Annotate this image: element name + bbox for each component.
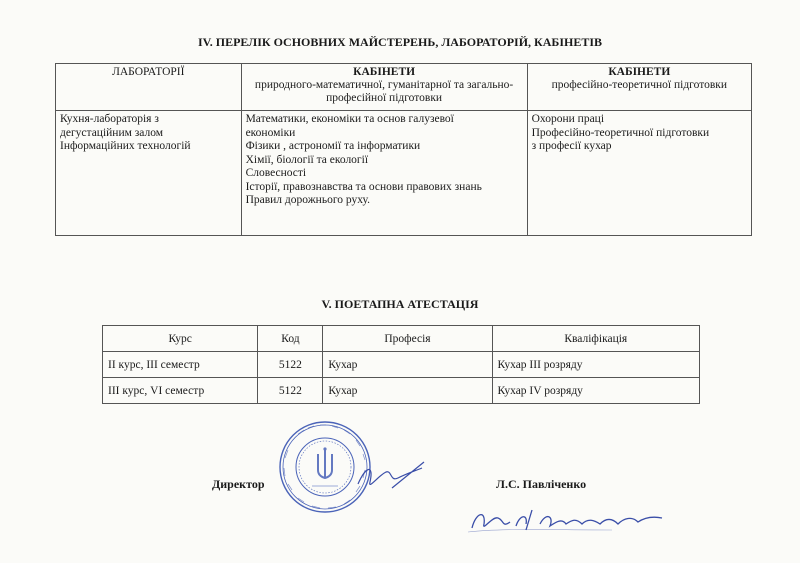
- list-item: з професії кухар: [531, 140, 612, 152]
- section-5-title: V. ПОЕТАПНА АТЕСТАЦІЯ: [321, 297, 479, 311]
- director-signature: [352, 458, 432, 498]
- director-label: Директор: [212, 477, 265, 491]
- labs-header: [56, 64, 242, 111]
- professional-cabinets-header-title: КАБІНЕТИ: [608, 66, 671, 78]
- general-cabinets-cell: [241, 111, 527, 236]
- qualification-cell: Кухар ІІІ розряду: [492, 352, 699, 378]
- code-cell: 5122: [258, 352, 323, 378]
- general-cabinets-header-sub: природного-математичної, гуманітарної та загально-професійної підготовки: [254, 79, 514, 104]
- list-item: Правил дорожнього руху.: [245, 194, 371, 206]
- list-item: дегустаційним залом: [60, 126, 164, 139]
- director-name: Л.С. Павліченко: [496, 477, 587, 491]
- handwritten-certification-signature: [462, 500, 677, 536]
- table-row: [103, 352, 700, 378]
- list-item: Хімії, біології та екології: [245, 153, 369, 166]
- list-item: Інформаційних технологій: [60, 140, 191, 152]
- professional-cabinets-header: [527, 64, 751, 111]
- code-header: Код: [258, 326, 323, 352]
- general-cabinets-header: [241, 64, 527, 111]
- course-cell: ІІІ курс, VІ семестр: [103, 378, 258, 404]
- course-cell: ІІ курс, ІІІ семестр: [103, 352, 258, 378]
- attestation-header-row: [103, 326, 700, 352]
- qualification-header: Кваліфікація: [492, 326, 699, 352]
- labs-cell: [56, 111, 242, 236]
- course-header: Курс: [103, 326, 258, 352]
- facilities-header-row: [56, 64, 752, 111]
- list-item: Історії, правознавства та основи правових знань: [245, 180, 482, 193]
- labs-header-label: ЛАБОРАТОРІЇ: [112, 66, 185, 78]
- facilities-table: [55, 63, 752, 236]
- attestation-table: [102, 325, 700, 404]
- profession-cell: Кухар: [323, 378, 492, 404]
- section-4-title: IV. ПЕРЕЛІК ОСНОВНИХ МАЙСТЕРЕНЬ, ЛАБОРАТОРІЙ, КАБІНЕТІВ: [197, 35, 603, 49]
- professional-cabinets-cell: [527, 111, 751, 236]
- list-item: Словесності: [245, 167, 307, 179]
- list-item: економіки: [245, 126, 296, 139]
- list-item: Охорони праці: [531, 113, 605, 125]
- list-item: Професійно-теоретичної підготовки: [531, 126, 710, 139]
- profession-header: Професія: [323, 326, 492, 352]
- table-row: [103, 378, 700, 404]
- code-cell: 5122: [258, 378, 323, 404]
- list-item: Математики, економіки та основ галузевої: [245, 113, 454, 125]
- profession-cell: Кухар: [323, 352, 492, 378]
- facilities-content-row: [56, 111, 752, 236]
- list-item: Кухня-лабораторія з: [60, 113, 159, 125]
- list-item: Фізики , астрономії та інформатики: [245, 140, 421, 152]
- general-cabinets-header-title: КАБІНЕТИ: [353, 66, 416, 78]
- professional-cabinets-header-sub: професійно-теоретичної підготовки: [551, 79, 727, 91]
- qualification-cell: Кухар ІV розряду: [492, 378, 699, 404]
